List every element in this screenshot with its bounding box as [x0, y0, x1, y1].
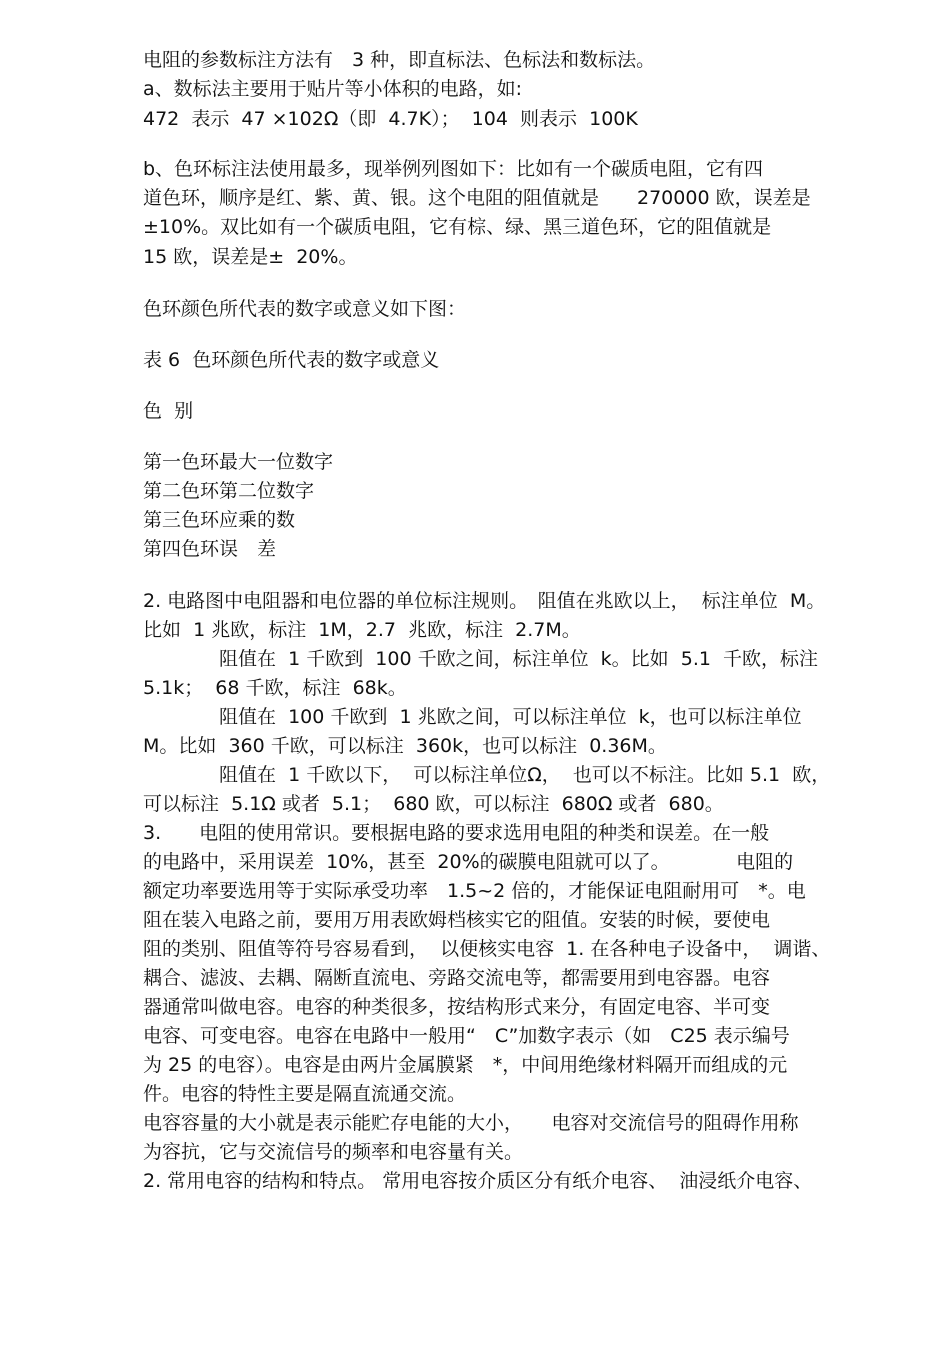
text-line: 比如 1 兆欧，标注 1M，2.7 兆欧，标注 2.7M。	[143, 619, 581, 641]
text-line: 5.1k； 68 千欧，标注 68k。	[143, 677, 407, 699]
text-line: 为容抗，它与交流信号的频率和电容量有关。	[143, 1141, 524, 1163]
table-header: 色 别	[143, 400, 194, 422]
text-line: 阻值在 1 千欧到 100 千欧之间，标注单位 k。比如 5.1 千欧，标注	[143, 648, 819, 670]
text-line: 第四色环误 差	[143, 538, 277, 560]
text-line: 额定功率要选用等于实际承受功率 1.5~2 倍的，才能保证电阻耐用可 *。电	[143, 880, 806, 902]
text-line: 2. 常用电容的结构和特点。 常用电容按介质区分有纸介电容、 油浸纸介电容、	[143, 1170, 813, 1192]
text-line: 可以标注 5.1Ω 或者 5.1； 680 欧，可以标注 680Ω 或者 680。	[143, 793, 724, 815]
text-line: 器通常叫做电容。电容的种类很多，按结构形式来分，有固定电容、半可变	[143, 996, 771, 1018]
text-line: 15 欧，误差是± 20%。	[143, 246, 358, 268]
text-line: 阻的类别、阻值等符号容易看到， 以便核实电容 1. 在各种电子设备中， 调谐、	[143, 938, 831, 960]
text-line: 的电路中，采用误差 10%，甚至 20%的碳膜电阻就可以了。 电阻的	[143, 851, 794, 873]
table-caption: 表 6 色环颜色所代表的数字或意义	[143, 349, 440, 371]
text-line: 道色环，顺序是红、紫、黄、银。这个电阻的阻值就是 270000 欧，误差是	[143, 187, 811, 209]
text-line: 阻值在 100 千欧到 1 兆欧之间，可以标注单位 k，也可以标注单位	[143, 706, 802, 728]
text-line: 电阻的参数标注方法有 3 种，即直标法、色标法和数标法。	[143, 49, 656, 71]
text-line: 472 表示 47 ×102Ω（即 4.7K）； 104 则表示 100K	[143, 108, 638, 130]
text-line: 电容容量的大小就是表示能贮存电能的大小， 电容对交流信号的阻碍作用称	[143, 1112, 799, 1134]
text-line: 色环颜色所代表的数字或意义如下图：	[143, 298, 467, 320]
text-line: 3. 电阻的使用常识。要根据电路的要求选用电阻的种类和误差。在一般	[143, 822, 770, 844]
text-line: 第一色环最大一位数字	[143, 451, 334, 473]
text-line: 第二色环第二位数字	[143, 480, 315, 502]
text-line: ±10%。双比如有一个碳质电阻，它有棕、绿、黑三道色环，它的阻值就是	[143, 216, 772, 238]
text-line: 件。电容的特性主要是隔直流通交流。	[143, 1083, 467, 1105]
text-line: 耦合、滤波、去耦、隔断直流电、旁路交流电等，都需要用到电容器。电容	[143, 967, 771, 989]
text-line: 阻在装入电路之前，要用万用表欧姆档核实它的阻值。安装的时候，要使电	[143, 909, 771, 931]
text-line: 为 25 的电容）。电容是由两片金属膜紧 *，中间用绝缘材料隔开而组成的元	[143, 1054, 788, 1076]
text-line: 第三色环应乘的数	[143, 509, 296, 531]
text-line: 2. 电路图中电阻器和电位器的单位标注规则。 阻值在兆欧以上， 标注单位 M。	[143, 590, 826, 612]
text-line: a、数标法主要用于贴片等小体积的电路，如:	[143, 78, 523, 100]
text-line: b、色环标注法使用最多，现举例列图如下：比如有一个碳质电阻，它有四	[143, 158, 764, 180]
text-line: 电容、可变电容。电容在电路中一般用“ C”加数字表示（如 C25 表示编号	[143, 1025, 790, 1047]
text-line: 阻值在 1 千欧以下， 可以标注单位Ω， 也可以不标注。比如 5.1 欧，	[143, 764, 831, 786]
text-line: M。比如 360 千欧，可以标注 360k，也可以标注 0.36M。	[143, 735, 667, 757]
